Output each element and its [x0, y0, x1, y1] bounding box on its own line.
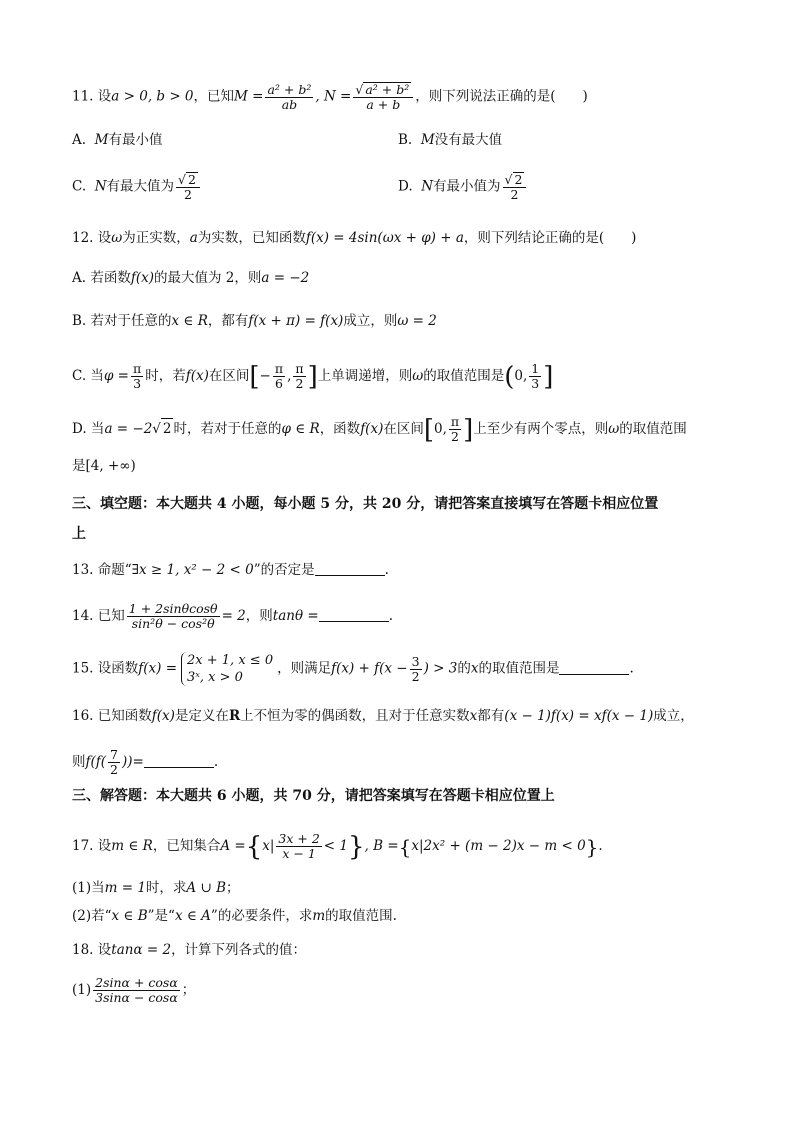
section-fill-in-title-cont: 上 — [72, 526, 86, 542]
q16-text: 则 — [72, 754, 86, 770]
q17-part1 — [72, 878, 240, 898]
bracket-left: [ — [249, 361, 260, 392]
q16-math: R — [228, 708, 241, 724]
brace-left: { — [245, 831, 263, 862]
q16-math: f(f( — [85, 754, 107, 770]
three-halves — [410, 655, 422, 684]
q16-line2 — [72, 748, 218, 777]
option-var: M — [94, 132, 109, 148]
frac-den: 2 — [110, 762, 118, 777]
option-math: f(x) — [130, 270, 154, 286]
q17-math: A ∪ B — [186, 880, 226, 896]
q11-N-fraction — [353, 82, 413, 112]
root2-over-2 — [503, 172, 527, 202]
answer-blank[interactable] — [315, 561, 385, 576]
q11-option-b — [398, 130, 502, 150]
q12-text: 设 — [97, 230, 112, 246]
q18-text: (1) — [72, 982, 92, 998]
option-tag: D. — [398, 178, 413, 195]
q12-option-d: D. 当a = −2√ 2 时，若对于任意的φ ∈ R，函数f(x)在区间[0, $\frac{\pi}{2}$ ]上至少有两个零点，则ω的取值范围 — [72, 414, 687, 445]
option-text: 的最大值为 2，则 — [154, 270, 262, 286]
q12-option-d-line2 — [72, 456, 136, 476]
q11-option-c — [72, 172, 202, 202]
q14 — [72, 602, 393, 631]
option-text: 成立，则 — [343, 313, 398, 329]
q15-text: ，则满足 — [277, 660, 332, 677]
q12-option-a — [72, 268, 309, 288]
q12-stem — [72, 228, 636, 248]
q12-function: f(x) = 4sin(ωx + φ) + a — [305, 230, 464, 246]
q16 — [72, 706, 694, 726]
q16-math: x — [469, 708, 478, 724]
pi-over-6 — [273, 362, 285, 391]
frac-den: a + b — [366, 97, 401, 112]
option-text: B. 若对于任意的 — [72, 313, 172, 329]
option-text: 没有最大值 — [434, 132, 503, 148]
q13 — [72, 560, 389, 580]
brace-right: } — [348, 831, 365, 862]
frac-den: 2 — [295, 376, 304, 391]
q11-number: 11. — [72, 88, 94, 105]
option-math: f(x + π) = f(x) — [248, 313, 344, 329]
q17-text: (2)若“ — [72, 908, 112, 924]
q15-text: . — [629, 660, 634, 677]
pi-over-2 — [293, 362, 305, 391]
q15-number: 15. — [72, 660, 94, 677]
frac-den: 3 — [531, 376, 540, 391]
frac-den: 3sinα − cosα — [95, 990, 178, 1005]
piece-case: 2x + 1, x ≤ 0 — [187, 653, 274, 668]
frac-num: 1 — [531, 361, 540, 376]
q18-text: ，计算下列各式的值： — [171, 942, 307, 958]
option-tag: A. — [72, 132, 87, 148]
q15-math: f(x) = — [138, 660, 178, 677]
q14-text: . — [388, 608, 393, 624]
q11-text: ，已知 — [193, 88, 235, 105]
q15-math: f(x) + f(x − — [331, 660, 408, 677]
frac-den: x − 1 — [282, 846, 316, 861]
q17-math: x| — [262, 838, 275, 854]
seven-halves — [108, 748, 120, 777]
root2-over-2 — [176, 172, 200, 202]
q17-math: m — [312, 908, 326, 924]
option-text: ，函数 — [319, 421, 361, 437]
option-text: 有最小值 — [108, 132, 163, 148]
paren-left: ( — [504, 361, 515, 392]
frac-num: √ a² + b² — [353, 82, 413, 98]
frac-den: 2 — [411, 668, 420, 684]
q14-number: 14. — [72, 608, 94, 624]
option-text: 在区间 — [208, 368, 250, 384]
q15-piecewise — [181, 652, 273, 686]
frac-den: ab — [281, 96, 298, 112]
option-text: 上单调递增，则 — [317, 368, 413, 384]
q12-text: 为正实数， — [122, 230, 190, 246]
q17-text: ”的必要条件，求 — [210, 908, 313, 924]
frac-num: 2sinα + cosα — [95, 975, 178, 990]
q17-math: m ∈ R — [111, 838, 153, 854]
q18-math: tanα = 2 — [111, 942, 172, 958]
q13-text: 命题“ — [97, 562, 132, 578]
q17-math: x|2x² + (m − 2)x − m < 0 — [411, 838, 586, 854]
q12-text: ，则下列结论正确的是( ) — [463, 230, 637, 246]
option-text: C. 当 — [72, 368, 104, 384]
piece-case: 3ˣ, x > 0 — [187, 670, 243, 685]
option-math: 0, — [434, 421, 447, 437]
option-math: 0, — [514, 368, 528, 384]
q15-text: 设函数 — [97, 660, 139, 677]
frac-num: π — [133, 361, 142, 376]
option-math: φ = — [103, 368, 129, 384]
q18-part1 — [72, 976, 195, 1005]
option-text: 有最大值为 — [106, 178, 175, 195]
q11-M-label: M = — [234, 88, 264, 105]
q17-text: . — [598, 838, 603, 854]
option-var: N — [94, 178, 107, 195]
q11-text: ，则下列说法正确的是( ) — [415, 88, 588, 105]
q12-number: 12. — [72, 230, 94, 246]
q14-text: 已知 — [97, 608, 125, 624]
q16-text: 是定义在 — [174, 708, 229, 724]
pi-over-3 — [131, 362, 143, 391]
option-var: N — [421, 178, 434, 195]
q12-option-b — [72, 311, 437, 331]
q11-N-label: , N = — [315, 88, 352, 105]
option-math: ω = 2 — [397, 313, 437, 329]
frac-num: π — [450, 414, 460, 429]
pi-over-2 — [449, 415, 461, 444]
q11-stem — [72, 82, 588, 112]
q15-text: 的 — [457, 660, 471, 677]
q17-math: , B = — [364, 838, 399, 854]
option-math: x ∈ R — [171, 313, 208, 329]
q11-condition: a > 0, b > 0 — [111, 88, 194, 105]
option-var: M — [420, 132, 435, 148]
frac-num: √ 2 — [503, 172, 527, 188]
q17-text: 时，求 — [145, 880, 187, 896]
q11-option-a — [72, 130, 162, 150]
option-math: f(x) — [185, 368, 209, 384]
q17-math: < 1 — [323, 838, 348, 854]
frac-num: 7 — [110, 747, 118, 762]
q16-math: f(x) — [151, 708, 175, 724]
q13-text: . — [384, 562, 389, 578]
q17-math: m = 1 — [104, 880, 146, 896]
option-math: φ ∈ R — [281, 421, 320, 437]
q17-math: x ∈ A — [174, 908, 211, 924]
frac-num: 3x + 2 — [278, 831, 320, 846]
q12-a: a — [189, 230, 198, 246]
q13-text: ”的否定是 — [253, 562, 315, 578]
frac-num: 1 + 2sinθcosθ — [128, 601, 218, 616]
option-text: A. 若函数 — [72, 270, 131, 286]
option-text: 的取值范围是 — [423, 368, 505, 384]
option-text: 在区间 — [383, 421, 424, 437]
q16-number: 16. — [72, 708, 94, 724]
q17-text: (1)当 — [72, 880, 105, 896]
frac-num: π — [274, 361, 284, 376]
bracket-right: ] — [463, 414, 474, 445]
frac-num: 3 — [411, 653, 420, 669]
q13-proposition: ∃x ≥ 1, x² − 2 < 0 — [131, 562, 254, 578]
answer-blank[interactable] — [559, 660, 629, 675]
q15 — [72, 652, 634, 686]
q18-fraction — [93, 976, 180, 1005]
frac-den: 3 — [133, 376, 142, 391]
option-text: 是 — [72, 458, 86, 474]
q14-math: = 2 — [221, 608, 246, 624]
section-answer-title: 三、解答题：本大题共 6 小题，共 70 分，请把答案填写在答题卡相应位置上 — [72, 788, 555, 804]
q15-math: ) > 3 — [423, 660, 458, 677]
q14-math: tanθ = — [272, 608, 319, 624]
frac-den: 2 — [510, 187, 519, 202]
q17-text: ，已知集合 — [152, 838, 221, 854]
option-math: a = −2 — [261, 270, 310, 286]
q18-text: 设 — [97, 942, 112, 958]
sqrt-body: a² + b² — [365, 82, 410, 97]
q12-option-c: C. 当φ = $\frac{\pi}{3}$ 时，若f(x)在区间[− $\frac{\pi}{6}$ , $\frac{\pi}{2}$ ]上单调递增，则ω的取值范围是(0, $\frac{1}{3}$ ] — [72, 361, 554, 392]
option-text: 有最小值为 — [433, 178, 501, 195]
answer-blank[interactable] — [144, 753, 214, 768]
q18-number: 18. — [72, 942, 94, 958]
q17-setA-fraction — [276, 832, 321, 861]
q15-text: 的取值范围是 — [478, 660, 560, 677]
option-text: ，都有 — [207, 313, 249, 329]
q16-text: 上不恒为零的偶函数，且对于任意实数 — [240, 708, 470, 724]
frac-den: 6 — [274, 376, 283, 391]
q13-number: 13. — [72, 562, 94, 578]
q18 — [72, 940, 306, 960]
q14-text: ，则 — [245, 608, 273, 624]
q11-M-fraction — [265, 83, 313, 112]
q16-text: 已知函数 — [97, 708, 152, 724]
bracket-left: [ — [423, 414, 434, 445]
q12-omega: ω — [111, 230, 123, 246]
q11-text: 设 — [97, 88, 112, 105]
q15-math: x — [470, 660, 479, 677]
frac-num: π — [295, 361, 304, 376]
option-text: D. 当 — [72, 421, 105, 437]
sqrt-body: 2 — [188, 172, 196, 187]
q17-text: ； — [226, 880, 240, 896]
section-fill-in-title: 三、填空题：本大题共 4 小题，每小题 5 分，共 20 分，请把答案直接填写在答题卡相应位置 — [72, 496, 659, 512]
option-text: 时，若对于任意的 — [173, 421, 282, 437]
q17-text: 的取值范围. — [325, 908, 397, 924]
q17-text: ”是“ — [147, 908, 175, 924]
option-math: a = −2 — [104, 421, 153, 437]
option-tag: B. — [398, 132, 413, 148]
option-math: − — [259, 368, 271, 384]
frac-den: sin²θ − cos²θ — [131, 616, 215, 631]
q17-number: 17. — [72, 838, 94, 854]
option-tag: C. — [72, 178, 87, 195]
q16-math: (x − 1)f(x) = xf(x − 1) — [504, 708, 654, 724]
q17-text: 设 — [97, 838, 112, 854]
brace-right: } — [585, 834, 599, 859]
option-text: 时，若 — [145, 368, 186, 384]
frac-num: √ 2 — [176, 172, 200, 188]
q16-math: ))= — [121, 754, 144, 770]
q18-text: ； — [181, 982, 196, 998]
q17-math: A = — [220, 838, 246, 854]
one-over-3 — [529, 362, 541, 391]
bracket-right: ] — [307, 361, 318, 392]
q16-text: . — [213, 754, 219, 770]
sqrt-body: 2 — [161, 418, 174, 439]
q17-part2 — [72, 906, 397, 926]
sqrt-body: 2 — [514, 172, 523, 187]
option-text: 的取值范围 — [619, 421, 687, 437]
frac-den: 2 — [451, 429, 459, 444]
option-math: [4, +∞) — [85, 458, 136, 474]
q16-text: 都有 — [477, 708, 505, 724]
q16-text: 成立， — [653, 708, 694, 724]
q17 — [72, 832, 603, 861]
q17-math: x ∈ B — [111, 908, 148, 924]
option-math: ω — [412, 368, 424, 384]
option-math: ω — [608, 421, 620, 437]
brace-left: { — [398, 834, 412, 859]
option-text: 上至少有两个零点，则 — [473, 421, 609, 437]
answer-blank[interactable] — [319, 607, 389, 622]
bracket-right: ] — [543, 361, 554, 392]
frac-num: a² + b² — [267, 81, 312, 97]
frac-den: 2 — [184, 187, 192, 202]
q12-text: 为实数，已知函数 — [197, 230, 306, 246]
q11-option-d — [398, 172, 528, 202]
q14-fraction — [127, 602, 220, 631]
option-math: f(x) — [360, 421, 384, 437]
